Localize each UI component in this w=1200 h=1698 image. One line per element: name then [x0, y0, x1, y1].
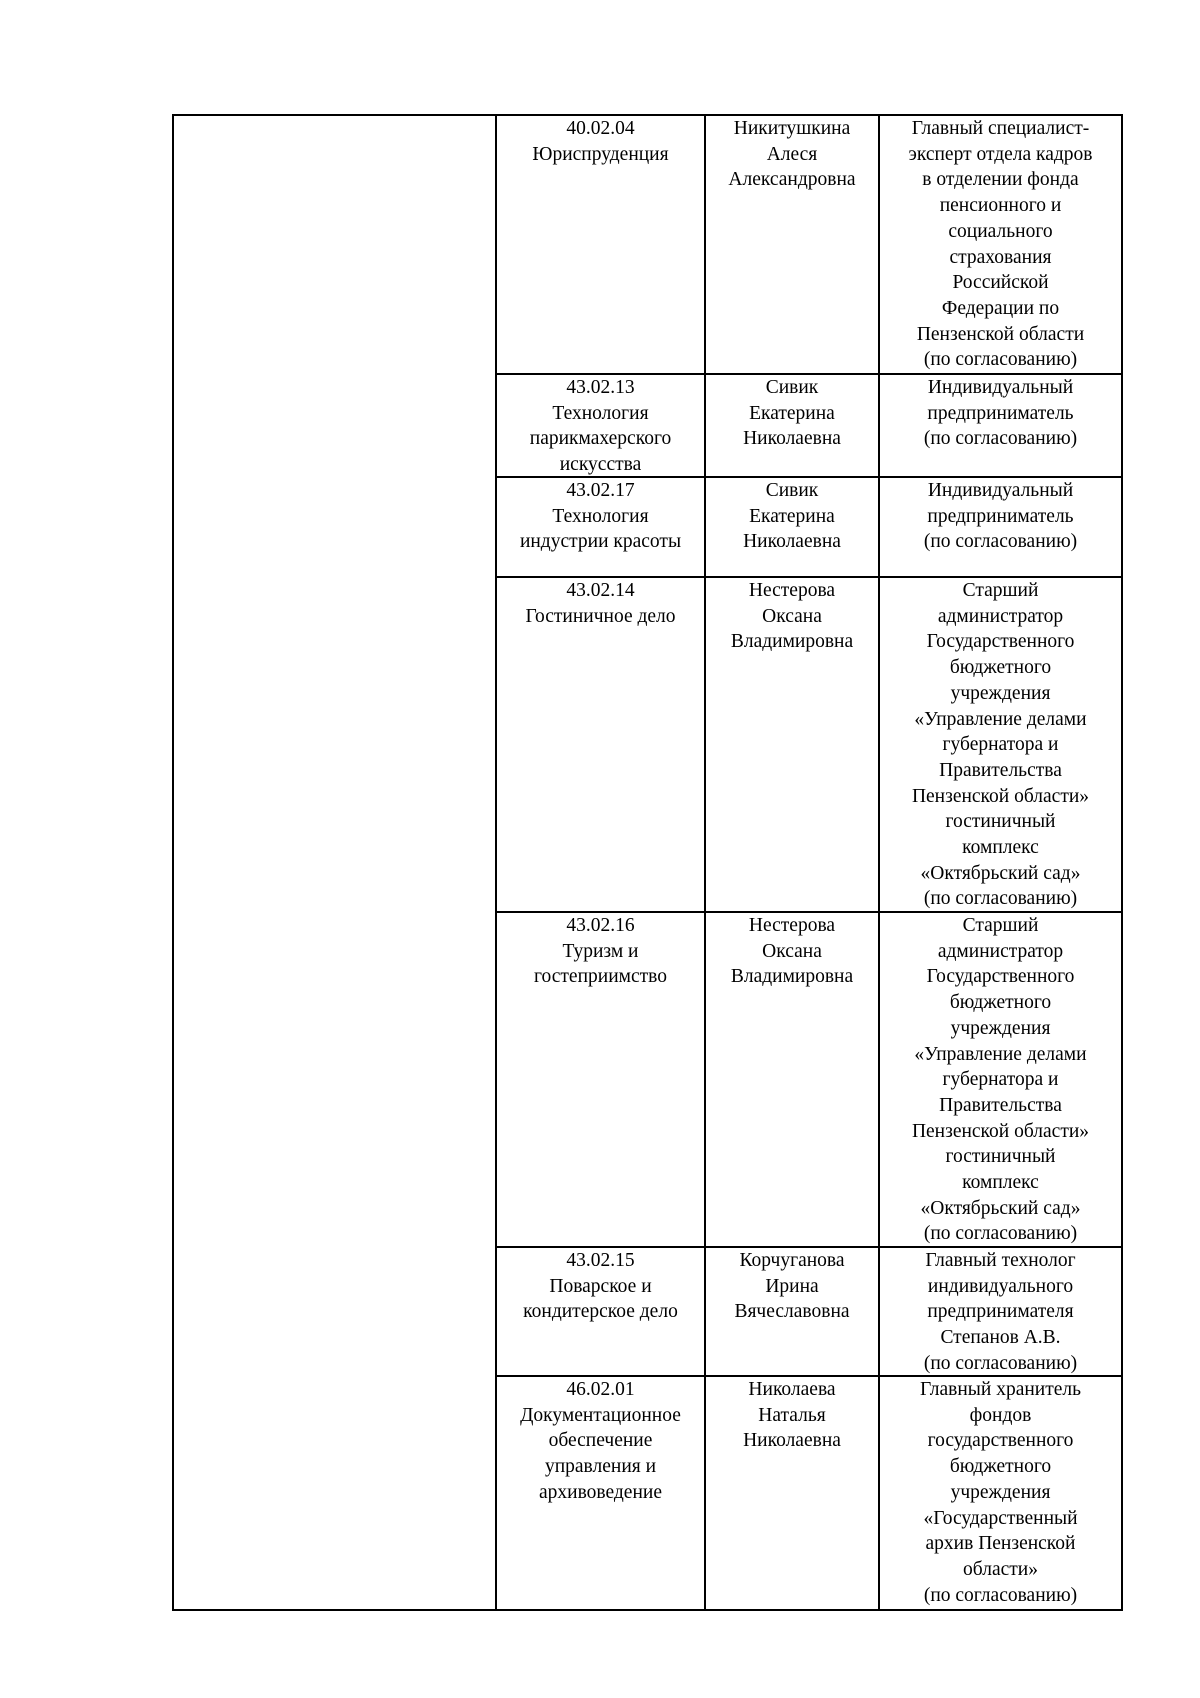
table-bottom-border	[172, 1609, 1123, 1611]
position-cell: Главный технолог индивидуального предпринимателя Степанов А.В. (по согласованию)	[923, 1250, 1078, 1374]
name-cell: Никитушкина Алеся Александровна	[728, 118, 856, 191]
position-cell: Индивидуальный предприниматель (по согласованию)	[923, 377, 1078, 450]
specialty-cell: 46.02.01 Документационное обеспечение управления и архивоведение	[520, 1379, 681, 1503]
position-cell: Индивидуальный предприниматель (по согласованию)	[923, 480, 1078, 553]
position-cell: Главный специалист- эксперт отдела кадров в отделении фонда пенсионного и социального страхования Российской Федерации по Пензенской области (по согласованию)	[908, 118, 1093, 371]
name-cell: Корчуганова Ирина Вячеславовна	[734, 1250, 850, 1323]
name-cell: Сивик Екатерина Николаевна	[743, 480, 841, 553]
specialty-cell: 43.02.15 Поварское и кондитерское дело	[523, 1250, 678, 1323]
name-cell: Сивик Екатерина Николаевна	[743, 377, 841, 450]
name-cell: Николаева Наталья Николаевна	[743, 1379, 841, 1452]
table-right-border	[1121, 114, 1123, 1611]
specialty-cell: 43.02.14 Гостиничное дело	[525, 580, 676, 627]
position-cell: Старший администратор Государственного бюджетного учреждения «Управление делами губернатора и Правительства Пензенской области» гостиничный комплекс «Октябрьский сад» (по согласованию)	[911, 915, 1090, 1245]
position-cell: Главный хранитель фондов государственного бюджетного учреждения «Государственный архив Пензенской области» (по согласованию)	[919, 1379, 1082, 1606]
name-cell: Нестерова Оксана Владимировна	[730, 915, 854, 988]
name-cell: Нестерова Оксана Владимировна	[730, 580, 854, 653]
specialty-cell: 40.02.04 Юриспруденция	[532, 118, 669, 165]
specialty-cell: 43.02.17 Технология индустрии красоты	[519, 480, 682, 553]
table-left-border	[172, 114, 174, 1611]
specialty-cell: 43.02.13 Технология парикмахерского искусства	[529, 377, 672, 476]
specialty-cell: 43.02.16 Туризм и гостеприимство	[534, 915, 667, 988]
position-cell: Старший администратор Государственного бюджетного учреждения «Управление делами губернатора и Правительства Пензенской области» гостиничный комплекс «Октябрьский сад» (по согласованию)	[911, 580, 1090, 910]
